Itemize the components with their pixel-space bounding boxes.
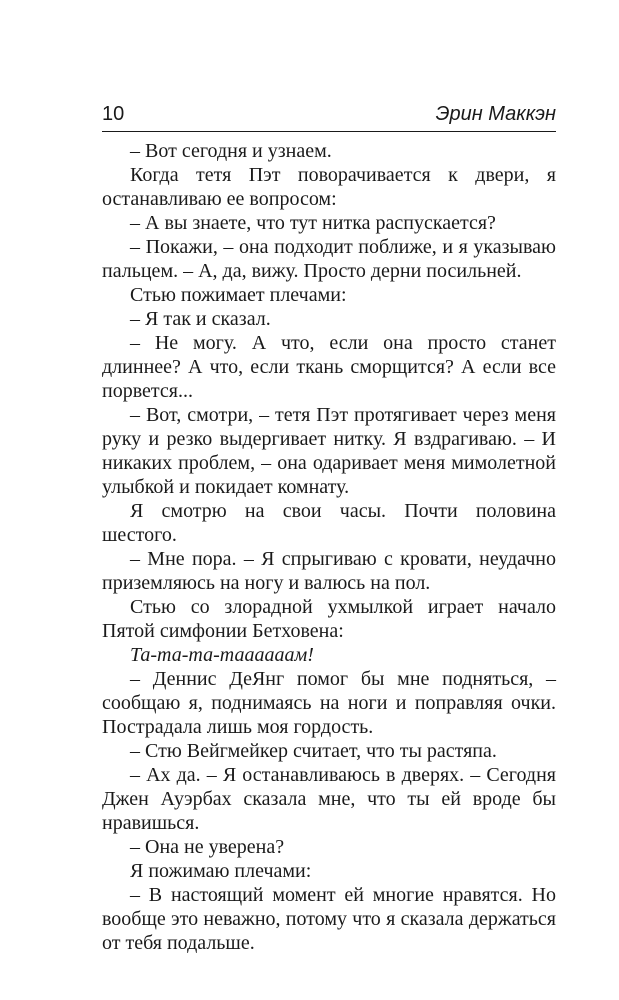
paragraph: – Она не уверена? <box>130 836 285 858</box>
paragraph: – Вот сегодня и узнаем. <box>130 140 332 162</box>
paragraph: Стью со злорадной ухмылкой играет начало Пятой симфонии Бетховена: <box>102 596 556 642</box>
paragraph: – А вы знаете, что тут нитка распускается? <box>130 212 496 234</box>
paragraph: Когда тетя Пэт поворачивается к двери, я останавливаю ее вопросом: <box>102 164 556 210</box>
paragraph: Я пожимаю плечами: <box>130 860 312 882</box>
running-title: Эрин Маккэн <box>435 103 556 125</box>
paragraph: – Вот, смотри, – тетя Пэт протягивает через меня руку и резко выдергивает нитку. Я вздрагиваю. – И никаких проблем, – она одаривает меня мимолетной улыбкой и покидает комнату. <box>102 404 556 498</box>
italic-paragraph: Та-та-та-таааааам! <box>130 644 314 666</box>
paragraph: – Стю Вейгмейкер считает, что ты растяпа. <box>130 740 497 762</box>
paragraph: – Не могу. А что, если она просто станет длиннее? А что, если ткань сморщится? А если все порвется... <box>102 332 556 402</box>
paragraph: Я смотрю на свои часы. Почти половина шестого. <box>102 500 556 546</box>
paragraph: – В настоящий момент ей многие нравятся. Но вообще это неважно, потому что я сказала держаться от тебя подальше. <box>102 884 556 954</box>
paragraph: – Мне пора. – Я спрыгиваю с кровати, неудачно приземляюсь на ногу и валюсь на пол. <box>102 548 556 594</box>
paragraph: – Ах да. – Я останавливаюсь в дверях. – Сегодня Джен Ауэрбах сказала мне, что ты ей вроде бы нравишься. <box>102 764 556 834</box>
paragraph: – Я так и сказал. <box>130 308 271 330</box>
page-header <box>102 102 556 132</box>
paragraph: – Деннис ДеЯнг помог бы мне подняться, – сообщаю я, поднимаясь на ноги и поправляя очки. Пострадала лишь моя гордость. <box>102 668 556 738</box>
header-rule <box>102 131 556 132</box>
body-text <box>102 139 556 955</box>
paragraph: Стью пожимает плечами: <box>130 284 347 306</box>
paragraph: – Покажи, – она подходит поближе, и я указываю пальцем. – А, да, вижу. Просто дерни посильней. <box>102 236 556 282</box>
page-number: 10 <box>102 103 125 125</box>
